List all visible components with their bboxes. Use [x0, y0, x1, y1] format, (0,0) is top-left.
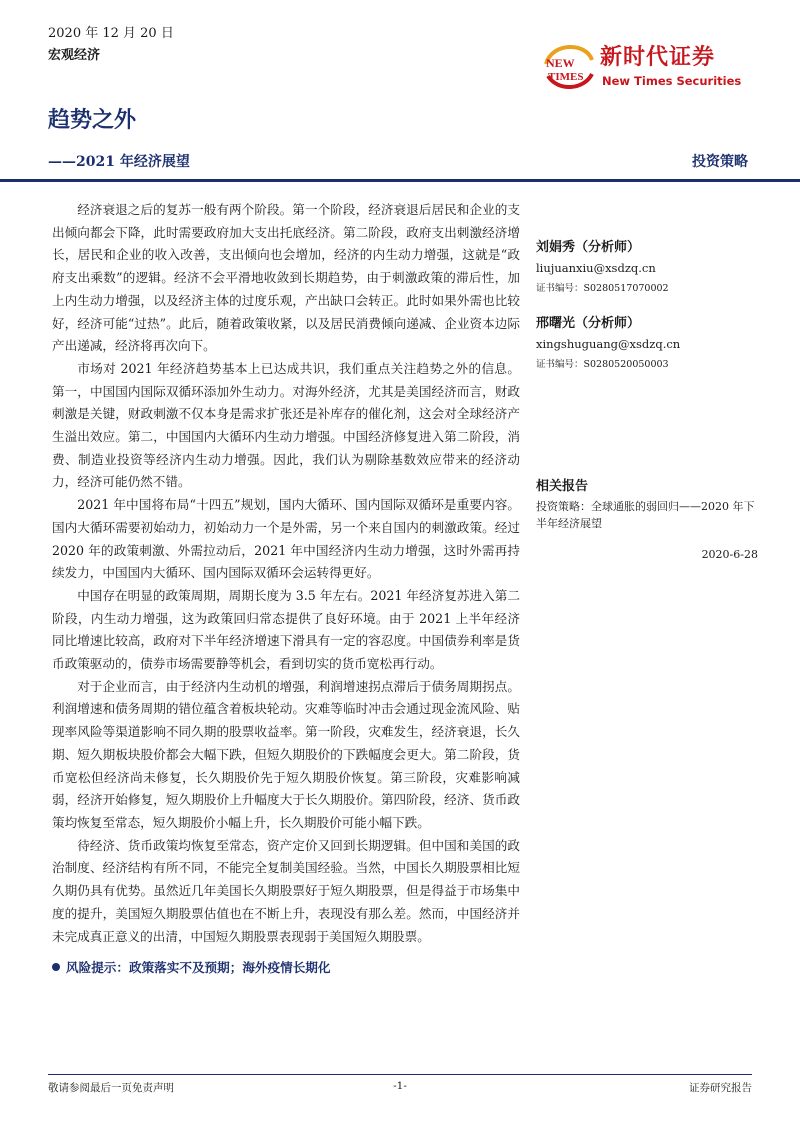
company-logo: [538, 36, 748, 96]
risk-note-text: 风险提示：政策落实不及预期；海外疫情长期化: [66, 960, 331, 976]
body-paragraph: 对于企业而言，由于经济内生动机的增强，利润增速拐点滞后于债务周期拐点。利润增速和债务周期的错位蕴含着板块轮动。灾难等临时冲击会通过现金流风险、贴现率风险等渠道影响不同久期的股票收益率。第一阶段，灾难发生，经济衰退，长久期、短久期板块股价都会大幅下跌，但短久期股价的下跌幅度会更大。第二阶段，货币宽松但经济尚未修复，长久期股价先于短久期股价恢复。第三阶段，灾难影响减弱，经济开始修复，短久期股价上升幅度大于长久期股价。第四阶段，经济、货币政策均恢复至常态，短久期股价小幅上升，长久期股价可能小幅下跌。: [52, 678, 520, 830]
page-subtitle: ——2021 年经济展望: [48, 154, 190, 170]
body-paragraph: 2021 年中国将布局“十四五”规划，国内大循环、国内国际双循环是重要内容。国内大循环需要初始动力，初始动力一个是外需，另一个来自国内的刺激政策。经过 2020 年的政策刺激、外需拉动后，2021 年中国经济内生动力增强，这时外需再持续发力，中国国内大循环、国内国际双循环会运转得更好。: [52, 497, 520, 581]
analyst-card: [536, 312, 756, 370]
header-divider: [0, 179, 800, 182]
body-paragraph: 中国存在明显的政策周期，周期长度为 3.5 年左右。2021 年经济复苏进入第二阶段，内生动力增强，这为政策回归常态提供了良好环境。由于 2021 上半年经济同比增速比较高，政府对下半年经济增速下滑具有一定的容忍度。中国债券利率是货币政策驱动的，债券市场需要静等机会，看到切实的货币宽松再行动。: [52, 587, 520, 672]
logo-name-cn: 新时代证券: [600, 45, 716, 70]
svg-text:NEW: NEW: [546, 56, 575, 70]
related-reports: [536, 475, 758, 561]
analyst-email[interactable]: xingshuguang@xsdzq.cn: [536, 337, 681, 351]
svg-text:TIMES: TIMES: [548, 71, 584, 83]
analyst-cert: 证书编号：S0280520050003: [536, 359, 669, 370]
analyst-name: 邢曙光（分析师）: [536, 316, 641, 331]
body-paragraph: 市场对 2021 年经济趋势基本上已达成共识，我们重点关注趋势之外的信息。第一，中国国内国际双循环添加外生动力。对海外经济，尤其是美国经济而言，财政刺激是关键，财政刺激不仅本身是需求扩张还是补库存的催化剂，这会对全球经济产生溢出效应。第二，中国国内大循环内生动力增强。中国经济修复进入第二阶段，消费、制造业投资等经济内生动力增强。因此，我们认为剔除基数效应带来的经济动力，经济可能仍然不错。: [52, 360, 520, 490]
related-report-date: 2020-6-28: [701, 548, 758, 561]
analyst-name: 刘娟秀（分析师）: [536, 240, 641, 255]
page-number: -1-: [393, 1080, 407, 1092]
footer-report-type: 证券研究报告: [689, 1082, 752, 1094]
body-paragraph: 待经济、货币政策均恢复至常态，资产定价又回到长期逻辑。但中国和美国的政治制度、经济结构有所不同，不能完全复制美国经验。当然，中国长久期股票相比短久期仍具有优势。虽然近几年美国长久期股票好于短久期股票，但是得益于市场集中度的提升，美国短久期股票估值也在不断上升，表现没有那么差。然而，中国经济并未完成真正意义的出清，中国短久期股票表现弱于美国短久期股票。: [52, 837, 520, 944]
footer-disclaimer: 敬请参阅最后一页免责声明: [48, 1082, 174, 1094]
page-title: 趋势之外: [48, 107, 137, 133]
analyst-panel: [536, 236, 756, 388]
bullet-icon: [52, 963, 60, 971]
analyst-cert: 证书编号：S0280517070002: [536, 283, 669, 294]
analyst-email[interactable]: liujuanxiu@xsdzq.cn: [536, 261, 656, 275]
report-category: 宏观经济: [48, 48, 101, 63]
related-header: 相关报告: [536, 479, 589, 494]
analyst-card: [536, 236, 756, 294]
logo-name-en: New Times Securities: [602, 74, 742, 88]
new-times-logo-icon: [538, 36, 600, 96]
risk-note: [52, 957, 520, 980]
related-report-link[interactable]: 投资策略：全球通胀的弱回归——2020 年下半年经济展望: [536, 500, 755, 530]
body-paragraph: 经济衰退之后的复苏一般有两个阶段。第一个阶段，经济衰退后居民和企业的支出倾向都会下降，此时需要政府加大支出托底经济。第二阶段，政府支出刺激经济增长，居民和企业的收入改善，支出倾向也会增加，经济的内生动力增强，这就是“政府支出乘数”的逻辑。经济不会平滑地收敛到长期趋势，由于刺激政策的滞后性，加上内生动力增强，以及经济主体的过度乐观，产出缺口会转正。此时如果外需也比较好，经济可能“过热”。此后，随着政策收紧，以及居民消费倾向递减、企业资本边际产出递减，经济将再次向下。: [52, 202, 520, 354]
report-date: 2020 年 12 月 20 日: [48, 26, 174, 41]
report-body: [52, 199, 520, 980]
document-type: 投资策略: [692, 154, 748, 170]
footer-divider: [48, 1074, 752, 1075]
